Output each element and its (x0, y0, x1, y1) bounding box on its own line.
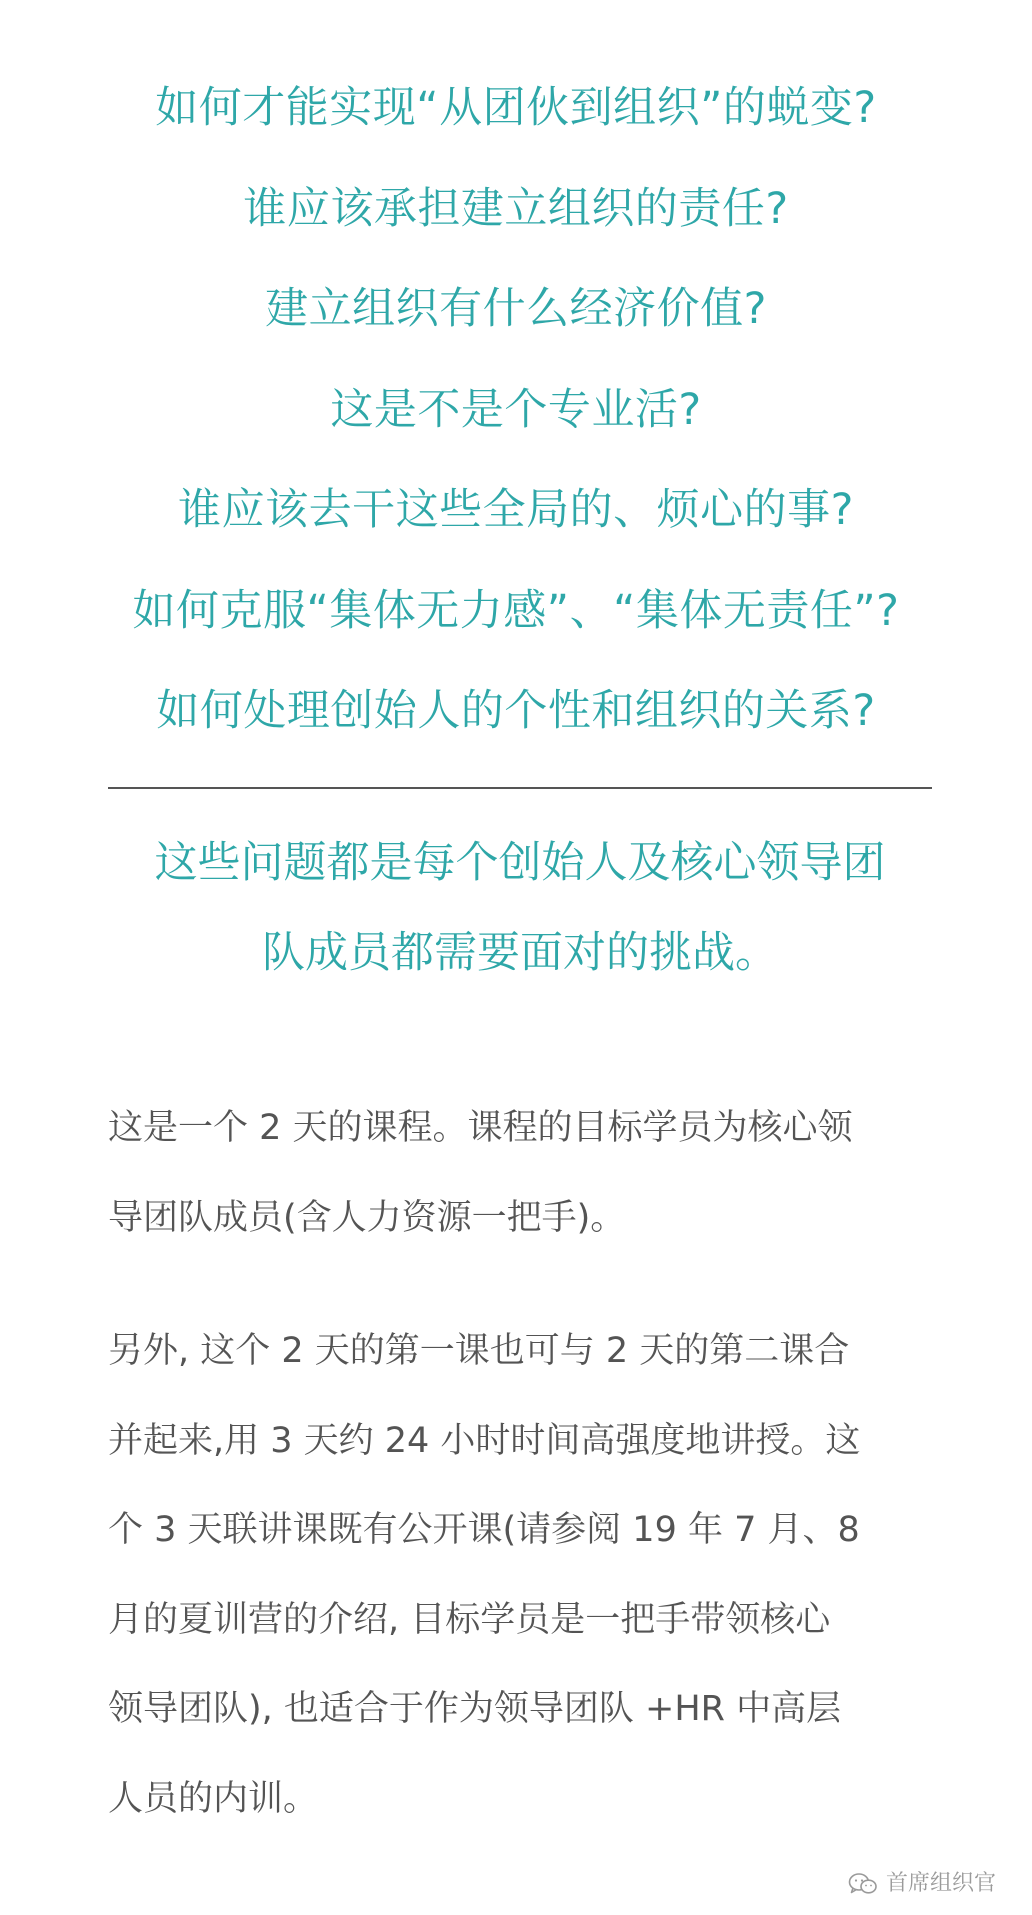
section-divider (108, 787, 932, 789)
question-item: 如何克服“集体无力感”、“集体无责任”? (132, 585, 900, 636)
paragraph-line: 人员的内训。 (108, 1778, 319, 1819)
question-item: 如何处理创始人的个性和组织的关系? (156, 686, 876, 736)
account-watermark (848, 1870, 996, 1898)
question-item: 如何才能实现“从团伙到组织”的蜕变? (155, 83, 877, 133)
question-item: 这是不是个专业活? (330, 384, 702, 435)
question-item: 建立组织有什么经济价值? (265, 284, 767, 334)
challenge-line: 这些问题都是每个创始人及核心领导团 (154, 838, 886, 888)
question-list (0, 58, 1032, 762)
paragraph-line: 另外, 这个 2 天的第一课也可与 2 天的第二课合 (108, 1331, 850, 1371)
paragraph-line: 个 3 天联讲课既有公开课(请参阅 19 年 7 月、8 (108, 1510, 860, 1550)
wechat-icon (848, 1872, 878, 1896)
paragraph-line: 导团队成员(含人力资源一把手)。 (108, 1197, 626, 1238)
paragraph-line: 领导团队), 也适合于作为领导团队 +HR 中高层 (108, 1689, 842, 1729)
question-item: 谁应该去干这些全局的、烦心的事? (178, 485, 854, 535)
paragraph-line: 这是一个 2 天的课程。课程的目标学员为核心领 (108, 1108, 853, 1148)
watermark-text: 首席组织官 (885, 1871, 996, 1896)
paragraph-line: 并起来,用 3 天约 24 小时时间高强度地讲授。这 (108, 1420, 861, 1461)
challenge-statement (108, 818, 932, 998)
course-detail-paragraph (108, 1307, 938, 1844)
paragraph-line: 月的夏训营的介绍, 目标学员是一把手带领核心 (108, 1599, 831, 1640)
challenge-line: 队成员都需要面对的挑战。 (262, 928, 778, 978)
question-item: 谁应该承担建立组织的责任? (243, 183, 789, 234)
course-intro-paragraph (108, 1084, 938, 1263)
